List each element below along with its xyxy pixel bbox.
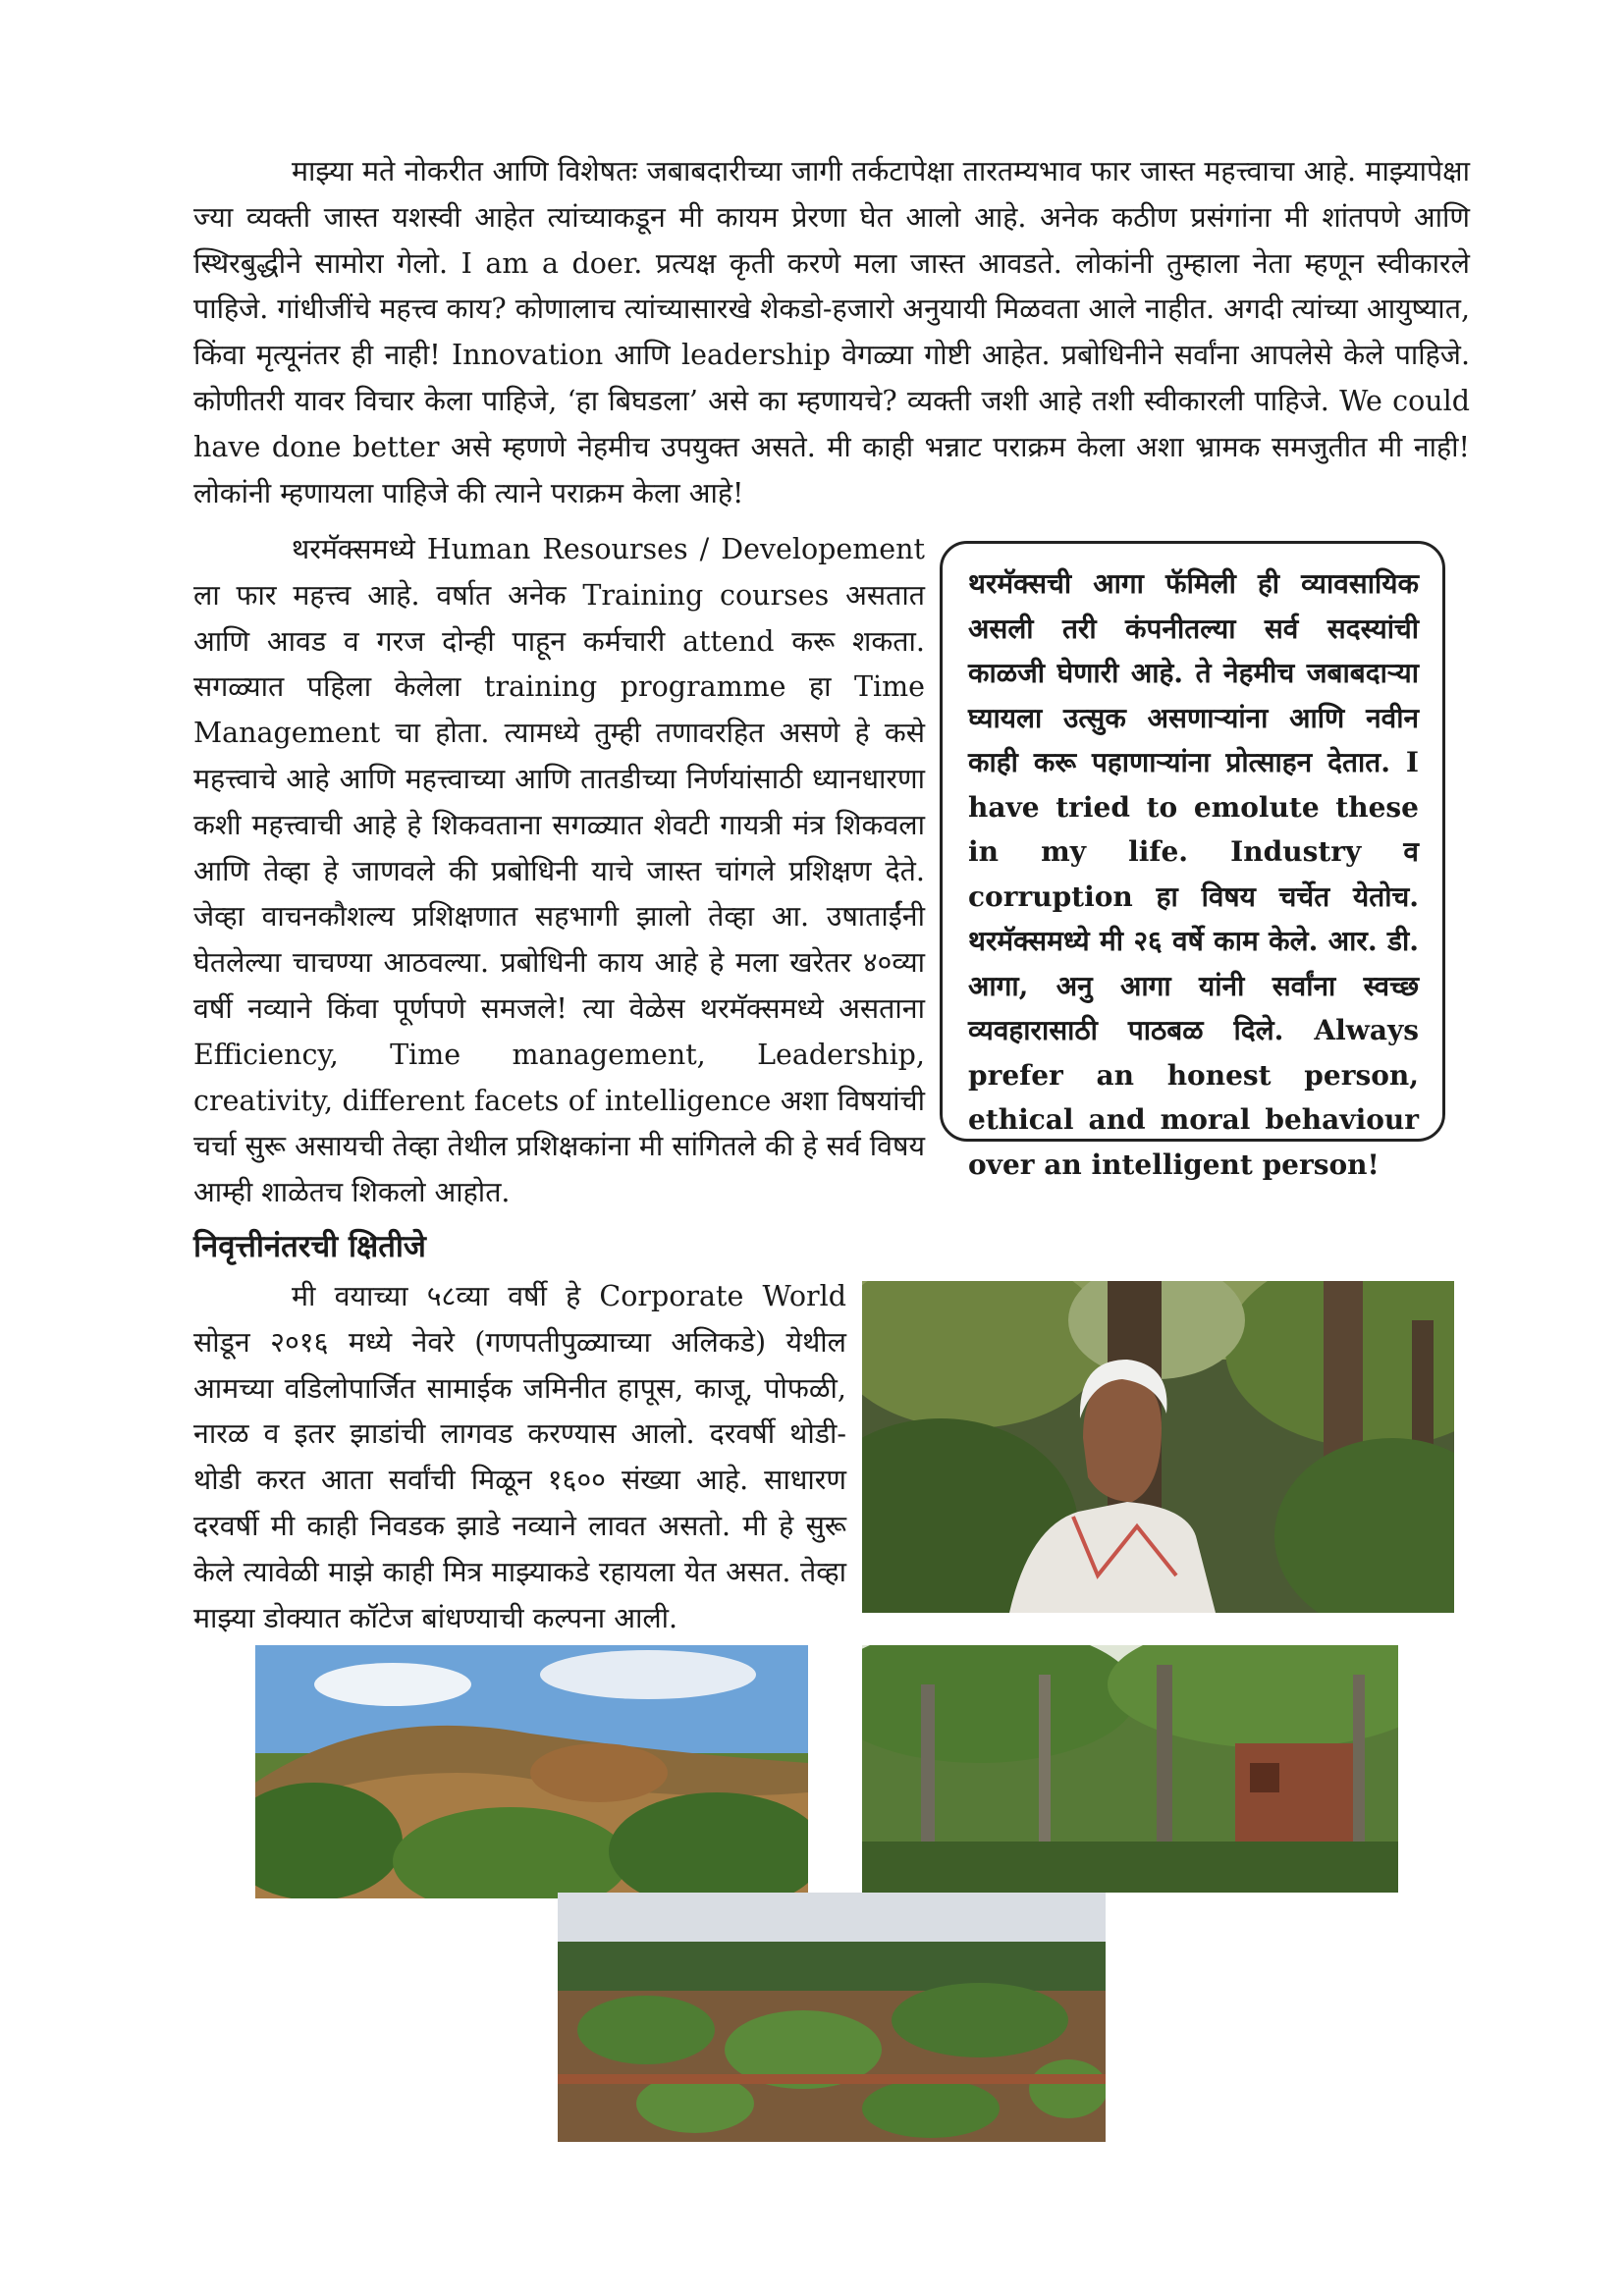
photo-man-in-orchard bbox=[862, 1281, 1454, 1613]
section-heading: निवृत्तीनंतरची क्षितीजे bbox=[193, 1229, 426, 1264]
paragraph-leadership: माझ्या मते नोकरीत आणि विशेषतः जबाबदारीच्या जागी तर्कटापेक्षा तारतम्यभाव फार जास्त महत्त्वाचा आहे. माझ्यापेक्षा ज्या व्यक्ती जास्त यशस्वी आहेत त्यांच्याकडून मी कायम प्रेरणा घेत आलो आहे. अनेक कठीण प्रसंगांना मी शांतपणे आणि स्थिरबुद्धीने सामोरा गेलो. I am a doer. प्रत्यक्ष कृती करणे मला जास्त आवडते. लोकांनी तुम्हाला नेता म्हणून स्वीकारले पाहिजे. गांधीजींचे महत्त्व काय? कोणालाच त्यांच्यासारखे शेकडो-हजारो अनुयायी मिळवता आले नाहीत. अगदी त्यांच्या आयुष्यात, किंवा मृत्यूनंतर ही नाही! Innovation आणि leadership वेगळ्या गोष्टी आहेत. प्रबोधिनीने सर्वांना आपलेसे केले पाहिजे. कोणीतरी यावर विचार केला पाहिजे, ‘हा बिघडला’ असे का म्हणायचे? व्यक्ती जशी आहे तशी स्वीकारली पाहिजे. We could have done better असे म्हणणे नेहमीच उपयुक्त असते. मी काही भन्नाट पराक्रम केला अशा भ्रामक समजुतीत मी नाही! लोकांनी म्हणायला पाहिजे की त्याने पराक्रम केला आहे! bbox=[193, 155, 1470, 509]
paragraph-retirement: मी वयाच्या ५८व्या वर्षी हे Corporate World सोडून २०१६ मध्ये नेवरे (गणपतीपुळ्याच्या अलिकडे) येथील आमच्या वडिलोपार्जित सामाईक जमिनीत हापूस, काजू, पोफळी, नारळ व इतर झाडांची लागवड करण्यास आलो. दरवर्षी थोडी-थोडी करत आता सर्वांची मिळून १६०० संख्या आहे. साधारण दरवर्षी मी काही निवडक झाडे नव्याने लावत असतो. मी हे सुरू केले त्यावेळी माझे काही मित्र माझ्याकडे रहायला येत असत. तेव्हा माझ्या डोक्यात कॉटेज बांधण्याची कल्पना आली. bbox=[193, 1280, 846, 1634]
photo-trees-and-cottage bbox=[862, 1645, 1398, 1893]
callout-box bbox=[940, 541, 1445, 1181]
callout-text: थरमॅक्सची आगा फॅमिली ही व्यावसायिक असली तरी कंपनीतल्या सर्व सदस्यांची काळजी घेणारी आहे. ते नेहमीच जबाबदाऱ्या घ्यायला उत्सुक असणाऱ्यांना आणि नवीन काही करू पहाणाऱ्यांना प्रोत्साहन देतात. I have tried to emolute these in my life. Industry व corruption हा विषय चर्चेत येतोच. थरमॅक्समध्ये मी २६ वर्षे काम केले. आर. डी. आगा, अनु आगा यांनी सर्वांना स्वच्छ व्यवहारासाठी पाठबळ दिले. Always prefer an honest person, ethical and moral behaviour over an intelligent person! bbox=[968, 567, 1419, 1181]
paragraph-thermax-training: थरमॅक्समध्ये Human Resourses / Developement ला फार महत्त्व आहे. वर्षात अनेक Training courses असतात आणि आवड व गरज दोन्ही पाहून कर्मचारी attend करू शकता. सगळ्यात पहिला केलेला training programme हा Time Management चा होता. त्यामध्ये तुम्ही तणावरहित असणे हे कसे महत्त्वाचे आहे आणि महत्त्वाच्या आणि तातडीच्या निर्णयांसाठी ध्यानधारणा कशी महत्त्वाची आहे हे शिकवताना सगळ्यात शेवटी गायत्री मंत्र शिकवला आणि तेव्हा हे जाणवले की प्रबोधिनी याचे जास्त चांगले प्रशिक्षण देते. जेव्हा वाचनकौशल्य प्रशिक्षणात सहभागी झालो तेव्हा आ. उषाताईंनी घेतलेल्या चाचण्या आठवल्या. प्रबोधिनी काय आहे हे मला खरेतर ४०व्या वर्षी नव्याने किंवा पूर्णपणे समजले! त्या वेळेस थरमॅक्समध्ये असताना Efficiency, Time management, Leadership, creativity, different facets of intelligence अशा विषयांची चर्चा सुरू असायची तेव्हा तेथील प्रशिक्षकांना मी सांगितले की हे सर्व विषय आम्ही शाळेतच शिकलो आहोत. bbox=[193, 533, 925, 1209]
photo-hillside-orchard bbox=[255, 1645, 808, 1898]
photo-young-plantation bbox=[558, 1893, 1106, 2142]
